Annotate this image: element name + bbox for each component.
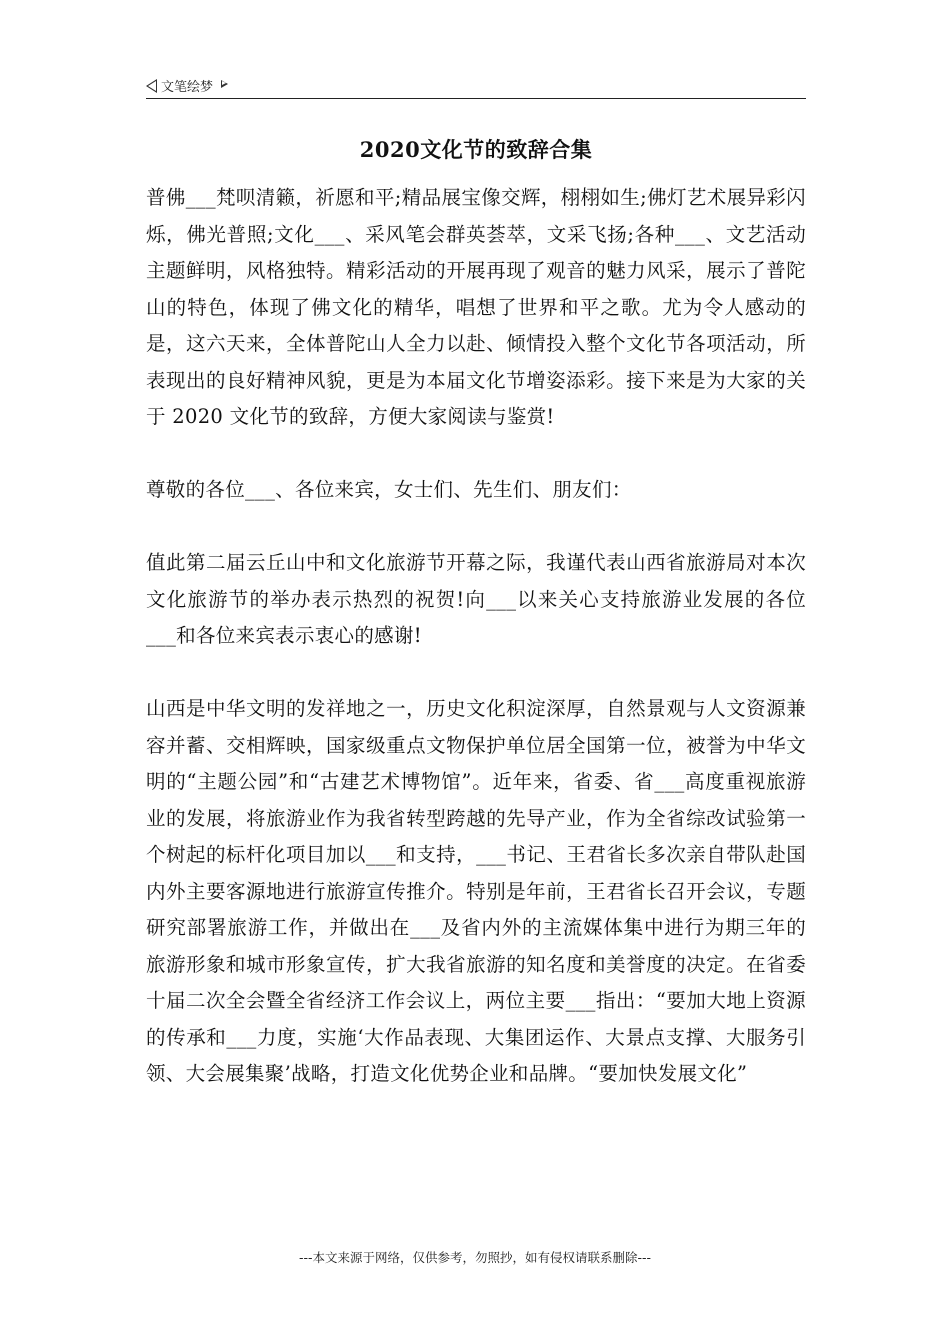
paragraph: 普佛___梵呗清籁，祈愿和平;精品展宝像交辉，栩栩如生;佛灯艺术展异彩闪烁，佛光普照;文化___、采风笔会群英荟萃，文采飞扬;各种___、文艺活动主题鲜明，风格独特。精彩活动的开展再现了观音的魅力风采，展示了普陀山的特色，体现了佛文化的精华，唱想了世界和平之歌。尤为令人感动的是，这六天来，全体普陀山人全力以赴、倾情投入整个文化节各项活动，所表现出的良好精神风貌，更是为本届文化节增姿添彩。接下来是为大家的关于 2020 文化节的致辞，方便大家阅读与鉴赏! [146,186,806,428]
paragraph: 山西是中华文明的发祥地之一，历史文化积淀深厚，自然景观与人文资源兼容并蓄、交相辉映，国家级重点文物保护单位居全国第一位，被誉为中华文明的“主题公园”和“古建艺术博物馆”。近年来，省委、省___高度重视旅游业的发展，将旅游业作为我省转型跨越的先导产业，作为全省综改试验第一个树起的标杆化项目加以___和支持，___书记、王君省长多次亲自带队赴国内外主要客源地进行旅游宣传推介。特别是年前，王君省长召开会议，专题研究部署旅游工作，并做出在___及省内外的主流媒体集中进行为期三年的旅游形象和城市形象宣传，扩大我省旅游的知名度和美誉度的决定。在省委十届二次全会暨全省经济工作会议上，两位主要___指出：“要加大地上资源的传承和___力度，实施‘大作品表现、大集团运作、大景点支撑、大服务引领、大会展集聚’战略，打造文化优势企业和品牌。“要加快发展文化” [146,697,806,1085]
triangle-left-icon [146,79,157,93]
triangle-right-icon [221,80,228,88]
page-header [146,74,806,99]
paragraph: 尊敬的各位___、各位来宾，女士们、先生们、朋友们： [146,478,632,501]
paragraph: 值此第二届云丘山中和文化旅游节开幕之际，我谨代表山西省旅游局对本次文化旅游节的举办表示热烈的祝贺!向___以来关心支持旅游业发展的各位___和各位来宾表示衷心的感谢! [146,551,806,647]
document-body [146,180,806,1093]
footer-disclaimer: ---本文来源于网络，仅供参考，勿照抄，如有侵权请联系删除--- [298,1250,652,1265]
document-title: 2020文化节的致辞合集 [359,137,593,162]
header-brand [146,76,228,95]
header-brand-text: 文笔绘梦 [161,80,214,95]
